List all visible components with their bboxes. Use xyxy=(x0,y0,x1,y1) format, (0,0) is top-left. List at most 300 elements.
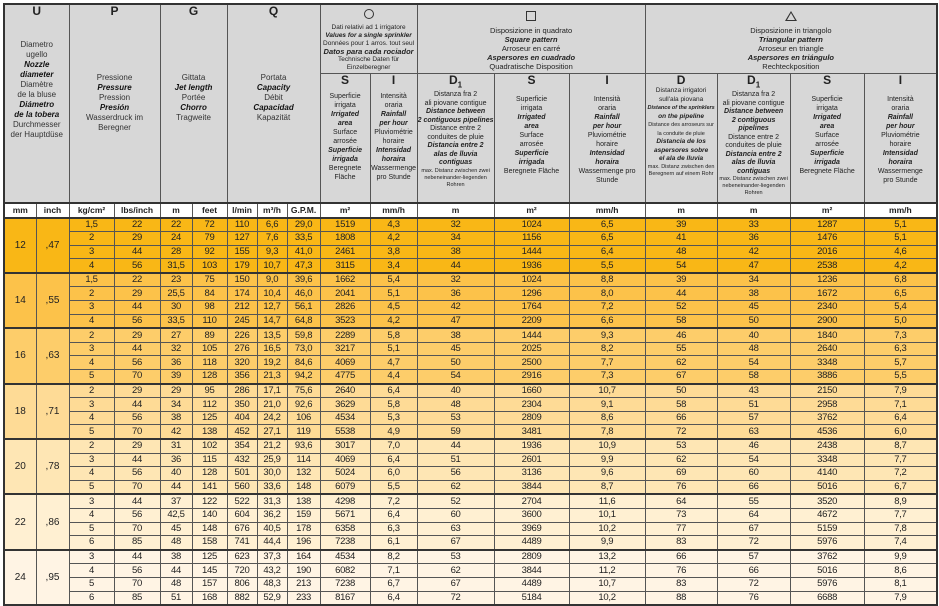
table-cell: 22 xyxy=(114,273,160,287)
unit-label: feet xyxy=(192,203,227,218)
table-cell: 32 xyxy=(417,218,494,232)
table-cell: 7,0 xyxy=(370,439,417,453)
table-cell: 5,1 xyxy=(370,287,417,301)
table-cell: 79 xyxy=(192,232,227,246)
table-cell: 84,6 xyxy=(287,356,320,370)
header-line: Einzelberegner xyxy=(346,64,391,71)
table-cell: 56 xyxy=(114,314,160,328)
table-cell: 4,2 xyxy=(370,232,417,246)
table-cell: 63 xyxy=(417,522,494,536)
table-cell: 3 xyxy=(69,398,114,412)
table-cell: 23 xyxy=(160,273,192,287)
nozzle-diameter-mm: 22 xyxy=(4,494,36,549)
table-cell: 2340 xyxy=(790,301,864,315)
header-desc xyxy=(321,24,417,72)
table-cell: 40 xyxy=(417,384,494,398)
table-row xyxy=(4,218,937,232)
header-letter: Q xyxy=(268,4,279,18)
table-cell: 2826 xyxy=(320,301,370,315)
table-cell: 32 xyxy=(417,273,494,287)
header-line: area xyxy=(819,123,835,130)
table-cell: 3,8 xyxy=(370,245,417,259)
header-line: Superficie xyxy=(811,96,843,103)
table-cell: 9,9 xyxy=(864,550,937,564)
table-cell: 92,6 xyxy=(287,398,320,412)
table-cell: 2916 xyxy=(494,370,569,384)
table-cell: 128 xyxy=(192,467,227,481)
header-line: Superficie xyxy=(515,96,548,103)
header-line: 2 contiguous pipelines xyxy=(731,116,776,133)
header-letter: I xyxy=(898,73,903,87)
nozzle-diameter-inch: ,95 xyxy=(36,550,69,605)
table-cell: 110 xyxy=(227,218,257,232)
table-cell: 7,9 xyxy=(864,591,937,605)
table-cell: 89 xyxy=(192,328,227,342)
table-cell: 56,1 xyxy=(287,301,320,315)
header-line: Wassermenge xyxy=(877,168,923,175)
table-cell: 1476 xyxy=(790,232,864,246)
table-cell: 2958 xyxy=(790,398,864,412)
header-line: Intensidad xyxy=(882,150,918,157)
header-line: Wasserdruck im xyxy=(86,113,144,122)
table-cell: 70 xyxy=(114,425,160,439)
table-cell: 6 xyxy=(69,591,114,605)
table-cell: 39,6 xyxy=(287,273,320,287)
header-desc xyxy=(570,95,645,185)
table-cell: 320 xyxy=(227,356,257,370)
table-row xyxy=(4,494,937,508)
table-cell: 1840 xyxy=(790,328,864,342)
table-cell: 5,1 xyxy=(864,232,937,246)
table-cell: 22 xyxy=(114,218,160,232)
table-cell: 67 xyxy=(645,370,717,384)
header-line: ugello xyxy=(26,50,48,59)
table-row xyxy=(4,384,937,398)
table-cell: 6,1 xyxy=(370,536,417,550)
table-cell: 45 xyxy=(717,301,790,315)
table-cell: 196 xyxy=(287,536,320,550)
table-row xyxy=(4,259,937,273)
table-cell: 34 xyxy=(417,232,494,246)
header-line: el ala de lluvia xyxy=(659,155,704,162)
table-cell: 2 xyxy=(69,439,114,453)
header-single-sprinkler xyxy=(320,4,417,74)
table-cell: 2209 xyxy=(494,314,569,328)
table-cell: 72 xyxy=(417,591,494,605)
header-U xyxy=(4,4,69,203)
table-cell: 5976 xyxy=(790,536,864,550)
unit-label: m xyxy=(645,203,717,218)
table-cell: 4 xyxy=(69,508,114,522)
header-line: de la tobera xyxy=(14,110,60,119)
table-cell: 806 xyxy=(227,577,257,591)
table-cell: 83 xyxy=(645,536,717,550)
table-cell: 140 xyxy=(192,508,227,522)
table-cell: 41 xyxy=(645,232,717,246)
table-cell: 29 xyxy=(114,439,160,453)
table-cell: 38 xyxy=(717,287,790,301)
table-cell: 36 xyxy=(717,232,790,246)
table-cell: 7,3 xyxy=(569,370,645,384)
table-cell: 6,4 xyxy=(370,453,417,467)
table-cell: 5,5 xyxy=(864,370,937,384)
table-cell: 150 xyxy=(227,273,257,287)
table-cell: 33,6 xyxy=(257,480,287,494)
header-line: Diametro xyxy=(20,40,53,49)
table-cell: 25,9 xyxy=(257,453,287,467)
table-cell: 6,8 xyxy=(864,273,937,287)
header-line: oraria xyxy=(384,102,403,109)
nozzle-diameter-mm: 16 xyxy=(4,328,36,383)
table-cell: 24 xyxy=(160,232,192,246)
table-cell: 5 xyxy=(69,522,114,536)
table-cell: 119 xyxy=(287,425,320,439)
table-cell: 112 xyxy=(192,398,227,412)
unit-label: m² xyxy=(790,203,864,218)
table-cell: 6,4 xyxy=(569,245,645,259)
header-line: Irrigated xyxy=(331,111,360,118)
header-line: Beregnete xyxy=(328,165,362,172)
table-cell: 1936 xyxy=(494,439,569,453)
table-cell: 3 xyxy=(69,550,114,564)
table-cell: 47 xyxy=(417,314,494,328)
header-line: Nozzle xyxy=(24,60,50,69)
table-cell: 70 xyxy=(114,577,160,591)
table-cell: 25,5 xyxy=(160,287,192,301)
table-cell: 276 xyxy=(227,342,257,356)
table-cell: 1808 xyxy=(320,232,370,246)
table-cell: 6,7 xyxy=(370,577,417,591)
table-cell: 145 xyxy=(192,564,227,578)
unit-label: mm/h xyxy=(370,203,417,218)
table-cell: 8167 xyxy=(320,591,370,605)
nozzle-diameter-mm: 18 xyxy=(4,384,36,439)
header-line: Superficie xyxy=(810,150,845,157)
table-cell: 3762 xyxy=(790,550,864,564)
table-cell: 7,7 xyxy=(864,453,937,467)
table-cell: 46 xyxy=(717,439,790,453)
table-cell: 1,5 xyxy=(69,218,114,232)
table-cell: 56 xyxy=(114,467,160,481)
unit-label: lbs/inch xyxy=(114,203,160,218)
table-cell: 56 xyxy=(114,508,160,522)
table-cell: 2538 xyxy=(790,259,864,273)
table-cell: 3969 xyxy=(494,522,569,536)
header-line: Tragweite xyxy=(176,113,211,122)
table-row xyxy=(4,287,937,301)
table-cell: 7,2 xyxy=(864,467,937,481)
table-cell: 6,4 xyxy=(370,591,417,605)
header-line: Surface xyxy=(333,129,358,136)
table-cell: 62 xyxy=(417,564,494,578)
header-line: Distancia entre 2 xyxy=(427,142,484,150)
unit-label: kg/cm² xyxy=(69,203,114,218)
table-cell: 105 xyxy=(192,342,227,356)
table-cell: 16,5 xyxy=(257,342,287,356)
header-line: Distanza fra 2 xyxy=(433,91,478,99)
table-header xyxy=(4,4,937,218)
table-cell: 6,0 xyxy=(370,467,417,481)
table-cell: 3 xyxy=(69,453,114,467)
table-cell: 5024 xyxy=(320,467,370,481)
table-cell: 9,1 xyxy=(569,398,645,412)
header-line: der Hauptdüse xyxy=(10,130,63,139)
table-cell: 30,0 xyxy=(257,467,287,481)
table-cell: 2704 xyxy=(494,494,569,508)
header-line: Square pattern xyxy=(504,34,558,44)
header-line: arrosée xyxy=(519,141,544,148)
table-cell: 44 xyxy=(417,259,494,273)
table-cell: 4,2 xyxy=(370,314,417,328)
table-cell: 168 xyxy=(192,591,227,605)
table-cell: 7,1 xyxy=(864,398,937,412)
table-cell: 8,7 xyxy=(864,439,937,453)
table-cell: 6,4 xyxy=(370,384,417,398)
table-cell: 2304 xyxy=(494,398,569,412)
table-cell: 73,0 xyxy=(287,342,320,356)
unit-label: m² xyxy=(494,203,569,218)
header-line: Distancia de los xyxy=(656,138,706,145)
header-line: Gittata xyxy=(181,73,206,82)
table-cell: 3115 xyxy=(320,259,370,273)
table-cell: 9,3 xyxy=(257,245,287,259)
table-cell: 212 xyxy=(227,301,257,315)
table-cell: 10,7 xyxy=(569,577,645,591)
table-cell: 5,4 xyxy=(370,273,417,287)
table-cell: 8,1 xyxy=(864,577,937,591)
table-cell: 13,2 xyxy=(569,550,645,564)
table-cell: 4 xyxy=(69,411,114,425)
header-desc xyxy=(161,73,227,123)
table-cell: 72 xyxy=(717,577,790,591)
header-line: Distance of the sprinklers xyxy=(647,105,715,111)
header-line: arrosée xyxy=(333,138,357,145)
header-line: Dati relativi ad 1 irrigatore xyxy=(331,24,406,31)
table-cell: 66 xyxy=(717,480,790,494)
table-cell: 5,0 xyxy=(864,314,937,328)
table-cell: 58 xyxy=(645,398,717,412)
table-cell: 38 xyxy=(160,411,192,425)
header-letter xyxy=(718,74,790,91)
table-cell: 8,7 xyxy=(569,480,645,494)
table-cell: 3348 xyxy=(790,356,864,370)
table-cell: 1936 xyxy=(494,259,569,273)
table-cell: 59,8 xyxy=(287,328,320,342)
table-cell: 148 xyxy=(287,480,320,494)
table-cell: 52 xyxy=(645,301,717,315)
table-cell: 5 xyxy=(69,480,114,494)
table-cell: 158 xyxy=(192,536,227,550)
table-cell: 44 xyxy=(114,398,160,412)
table-cell: 3136 xyxy=(494,467,569,481)
table-cell: 5,1 xyxy=(370,342,417,356)
table-cell: 54 xyxy=(417,370,494,384)
table-cell: 125 xyxy=(192,411,227,425)
table-cell: 48,3 xyxy=(257,577,287,591)
table-cell: 1662 xyxy=(320,273,370,287)
table-cell: 56 xyxy=(417,467,494,481)
nozzle-group xyxy=(4,218,937,273)
table-cell: 47 xyxy=(717,259,790,273)
unit-label: mm xyxy=(4,203,36,218)
table-cell: 286 xyxy=(227,384,257,398)
header-line: Jet length xyxy=(174,83,213,92)
header-letter-main: D xyxy=(747,73,756,87)
header-line: ali piovane contigue xyxy=(424,99,487,107)
header-line: irrigata xyxy=(520,105,543,112)
table-cell: 60 xyxy=(717,467,790,481)
table-cell: 44 xyxy=(160,564,192,578)
table-cell: 9,0 xyxy=(257,273,287,287)
header-letter: G xyxy=(188,4,199,18)
table-cell: 356 xyxy=(227,370,257,384)
table-cell: 44 xyxy=(114,342,160,356)
table-cell: 2809 xyxy=(494,411,569,425)
table-cell: 8,8 xyxy=(569,273,645,287)
table-cell: 6,3 xyxy=(370,522,417,536)
header-letter: I xyxy=(391,73,396,87)
table-cell: 128 xyxy=(192,370,227,384)
header-S-single xyxy=(320,74,370,203)
header-letter-main: D xyxy=(449,73,458,87)
table-cell: 5,5 xyxy=(569,259,645,273)
table-cell: 432 xyxy=(227,453,257,467)
table-cell: 70 xyxy=(114,522,160,536)
table-cell: 93,6 xyxy=(287,439,320,453)
header-triangle-pattern xyxy=(645,4,937,74)
table-cell: 48 xyxy=(645,245,717,259)
header-line: Quadratische Disposition xyxy=(489,61,573,71)
table-row xyxy=(4,564,937,578)
header-line: Triangular pattern xyxy=(758,34,823,44)
table-cell: 3 xyxy=(69,301,114,315)
table-cell: 88 xyxy=(645,591,717,605)
table-cell: 4,9 xyxy=(370,425,417,439)
table-cell: 29 xyxy=(114,328,160,342)
nozzle-diameter-inch: ,71 xyxy=(36,384,69,439)
header-desc xyxy=(228,73,320,123)
header-line: irrigada xyxy=(332,156,358,163)
header-G xyxy=(160,4,227,203)
header-line: Intensidad xyxy=(376,147,412,154)
table-cell: 3600 xyxy=(494,508,569,522)
table-cell: 57 xyxy=(717,411,790,425)
header-line: conduites de pluie xyxy=(427,133,484,141)
table-row xyxy=(4,467,937,481)
table-cell: 522 xyxy=(227,494,257,508)
header-line: Rainfall xyxy=(380,111,407,118)
table-cell: 44 xyxy=(160,480,192,494)
table-cell: 39 xyxy=(645,218,717,232)
header-line: conduites de pluie xyxy=(725,142,782,150)
table-cell: 10,2 xyxy=(569,591,645,605)
header-line: Diámetro xyxy=(19,100,55,109)
table-row xyxy=(4,508,937,522)
header-line: max. Distanz zwischen den Beregnern auf einem Rohr xyxy=(647,163,715,177)
table-cell: 13,5 xyxy=(257,328,287,342)
table-cell: 44 xyxy=(114,550,160,564)
table-cell: 9,6 xyxy=(569,467,645,481)
header-line: Distanza fra 2 xyxy=(732,91,776,99)
table-cell: 8,0 xyxy=(569,287,645,301)
table-cell: 58 xyxy=(645,314,717,328)
header-desc xyxy=(646,26,937,71)
header-line: pro Stunde xyxy=(883,177,918,184)
table-cell: 4534 xyxy=(320,411,370,425)
table-cell: 164 xyxy=(287,550,320,564)
header-line: sull'ala piovana xyxy=(658,95,704,103)
table-cell: 4 xyxy=(69,564,114,578)
table-cell: 141 xyxy=(192,480,227,494)
table-cell: 67 xyxy=(717,522,790,536)
header-D1-square xyxy=(417,74,494,203)
table-cell: 3520 xyxy=(790,494,864,508)
table-cell: 132 xyxy=(287,467,320,481)
table-cell: 52 xyxy=(417,494,494,508)
table-cell: 350 xyxy=(227,398,257,412)
table-cell: 29 xyxy=(114,384,160,398)
table-cell: 7,4 xyxy=(864,536,937,550)
unit-label: m xyxy=(717,203,790,218)
unit-label: m² xyxy=(320,203,370,218)
header-line: Wassermenge xyxy=(371,165,416,172)
table-cell: 5 xyxy=(69,370,114,384)
table-cell: 1444 xyxy=(494,245,569,259)
table-cell: 50 xyxy=(417,356,494,370)
table-cell: 44 xyxy=(114,301,160,315)
table-cell: 2289 xyxy=(320,328,370,342)
table-cell: 7,9 xyxy=(864,384,937,398)
table-cell: 67 xyxy=(417,577,494,591)
table-cell: 1287 xyxy=(790,218,864,232)
table-cell: 27 xyxy=(160,328,192,342)
table-cell: 2 xyxy=(69,384,114,398)
table-cell: 40,5 xyxy=(257,522,287,536)
table-cell: 1764 xyxy=(494,301,569,315)
table-cell: 1519 xyxy=(320,218,370,232)
table-cell: 6688 xyxy=(790,591,864,605)
table-cell: 2500 xyxy=(494,356,569,370)
table-cell: 70 xyxy=(114,480,160,494)
table-cell: 33,5 xyxy=(160,314,192,328)
header-line: ali piovane contigue xyxy=(722,99,785,107)
table-cell: 1660 xyxy=(494,384,569,398)
table-cell: 7,3 xyxy=(864,328,937,342)
header-line: Intensità xyxy=(380,93,407,100)
header-line: Débit xyxy=(264,93,283,102)
table-cell: 6,5 xyxy=(569,232,645,246)
table-cell: 110 xyxy=(192,314,227,328)
table-cell: 159 xyxy=(287,508,320,522)
table-row xyxy=(4,273,937,287)
nozzle-group xyxy=(4,328,937,383)
table-cell: 34 xyxy=(717,273,790,287)
table-cell: 72 xyxy=(192,218,227,232)
header-line: Superficie xyxy=(329,93,361,100)
table-cell: 1236 xyxy=(790,273,864,287)
table-cell: 36 xyxy=(160,453,192,467)
header-desc xyxy=(321,92,370,182)
table-cell: 69 xyxy=(645,467,717,481)
header-line: Diamètre xyxy=(20,80,53,89)
table-cell: 3481 xyxy=(494,425,569,439)
table-cell: 2 xyxy=(69,232,114,246)
unit-label: l/min xyxy=(227,203,257,218)
table-cell: 85 xyxy=(114,591,160,605)
header-line: on the pipeline xyxy=(658,112,705,120)
header-D1-triangle xyxy=(717,74,790,203)
table-cell: 64 xyxy=(717,508,790,522)
